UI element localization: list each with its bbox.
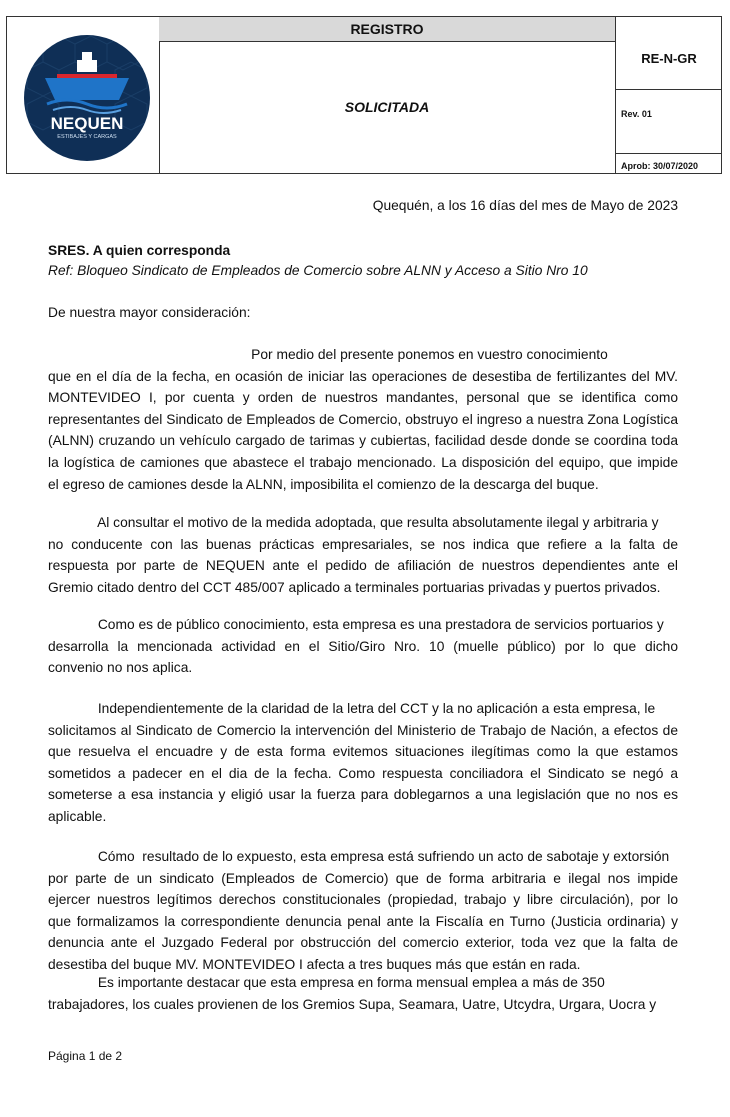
paragraph-line: desarrolla la mencionada actividad en el Sitio/Giro Nro. 10 (muelle público) por lo que dicho xyxy=(48,638,678,654)
paragraph-line: Al consultar el motivo de la medida adoptada, que resulta absolutamente ilegal y arbitraria y xyxy=(48,515,659,530)
paragraph-line: convenio no nos aplica. xyxy=(48,660,193,676)
letter-date: Quequén, a los 16 días del mes de Mayo de 2023 xyxy=(372,198,678,213)
paragraph-line: por parte de un sindicato (Empleados de Comercio) que de forma arbitraria e ilegal nos impide xyxy=(48,870,678,886)
paragraph-line: (ALNN) cruzando un vehículo cargado de tarimas y cubiertas, facilidad desde donde se coordina toda xyxy=(48,433,678,449)
paragraph-line: denuncia ante el Juzgado Federal por obstrucción del comercio exterior, toda vez que la falta de xyxy=(48,935,678,951)
paragraph-line: que formalizamos la correspondiente denuncia penal ante la Fiscalía en Turno (Justicia ordinaria) y xyxy=(48,913,678,929)
reference-line: Ref: Bloqueo Sindicato de Empleados de Comercio sobre ALNN y Acceso a Sitio Nro 10 xyxy=(48,263,588,278)
paragraph-6 xyxy=(48,972,678,1015)
approval-date: Aprob: 30/07/2020 xyxy=(621,161,699,171)
paragraph-1 xyxy=(48,344,678,495)
paragraph-line: el egreso de camiones desde la ALNN, imposibilita el comienzo de la descarga del buque. xyxy=(48,476,599,492)
logo-cell xyxy=(7,17,160,173)
paragraph-2 xyxy=(48,512,678,598)
paragraph-line: sometidos a padecer en el dia de la fecha. Como respuesta conciliadora el Sindicato se negó a xyxy=(48,765,678,781)
paragraph-line: trabajadores, los cuales provienen de los Gremios Supa, Seamara, Uatre, Utcydra, Urgara, Uocra y xyxy=(48,996,657,1012)
paragraph-line: la logística de camiones que abastece el trabajo mencionado. La disposición del equipo, que impide xyxy=(48,454,678,470)
paragraph-line: aplicable. xyxy=(48,808,107,824)
paragraph-line: Por medio del presente ponemos en vuestro conocimiento xyxy=(48,347,608,362)
paragraph-line: Independientemente de la claridad de la letra del CCT y la no aplicación a esta empresa, le xyxy=(48,701,656,716)
addressee: SRES. A quien corresponda xyxy=(48,243,231,258)
page-number: Página 1 de 2 xyxy=(48,1049,123,1063)
paragraph-line: representantes del Sindicato de Empleados de Comercio, obstruyo el ingreso a nuestra Zona Logística xyxy=(48,411,678,427)
greeting: De nuestra mayor consideración: xyxy=(48,305,251,320)
register-title: REGISTRO xyxy=(159,17,615,42)
logo-tagline: ESTIBAJES Y CARGAS xyxy=(57,134,117,140)
paragraph-line: que resuelva el encuadre y de esta forma evitemos situaciones ilegítimas como la que estamos xyxy=(48,744,678,760)
paragraph-line: ejercer nuestros legítimos derechos constitucionales (propiedad, trabajo y libre circulación), por lo xyxy=(48,892,678,908)
logo-brand: NEQUEN xyxy=(50,114,124,133)
paragraph-line: que en el día de la fecha, en ocasión de iniciar las operaciones de desestiba de fertilizantes del MV. xyxy=(48,368,678,384)
paragraph-line: no conducente con las buenas prácticas empresariales, se nos indica que refiere a la falta de xyxy=(48,536,678,552)
status-title: SOLICITADA xyxy=(344,99,430,115)
document-header xyxy=(6,16,722,174)
paragraph-line: Gremio citado dentro del CCT 485/007 aplicado a terminales portuarias privadas y puertos privados. xyxy=(48,579,661,595)
paragraph-line: someterse a esa instancia y eligió usar la fuerza para doblegarnos a una legislación que no nos es xyxy=(48,787,678,803)
paragraph-line: solicitamos al Sindicato de Comercio la intervención del Ministerio de Trabajo de Nación, a efectos de xyxy=(48,722,678,738)
revision-label: Rev. 01 xyxy=(616,90,722,154)
document-control-column xyxy=(615,17,722,173)
paragraph-line: desestiba del buque MV. MONTEVIDEO I afecta a tres buques más que están en rada. xyxy=(48,956,581,972)
paragraph-line: Es importante destacar que esta empresa en forma mensual emplea a más de 350 xyxy=(48,975,605,990)
paragraph-line: respuesta por parte de NEQUEN ante el pedido de afiliación de nuestros dependientes ante el xyxy=(48,558,678,574)
paragraph-line: Como es de público conocimiento, esta empresa es una prestadora de servicios portuarios y xyxy=(48,617,664,632)
paragraph-3 xyxy=(48,614,678,679)
paragraph-4 xyxy=(48,698,678,828)
paragraph-5 xyxy=(48,846,678,976)
document-code: RE-N-GR xyxy=(616,17,722,90)
paragraph-line: MONTEVIDEO I, por cuenta y orden de nuestros mandantes, personal que se identifica como xyxy=(48,390,678,406)
paragraph-line: Cómo resultado de lo expuesto, esta empresa está sufriendo un acto de sabotaje y extorsión xyxy=(48,849,670,864)
ship-logo-icon xyxy=(23,34,151,162)
